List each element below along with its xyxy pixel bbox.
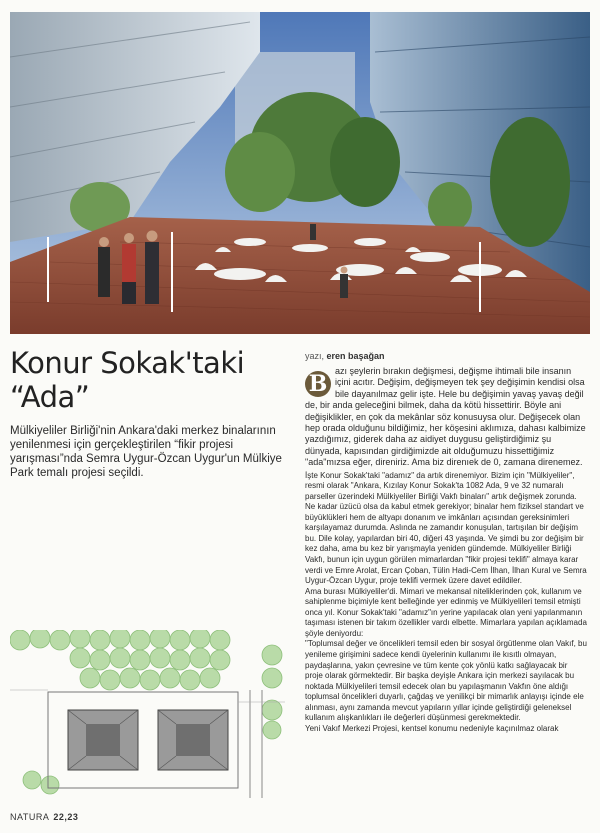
headline-line-1: Konur Sokak'taki <box>10 346 245 380</box>
hero-rendering <box>10 12 590 334</box>
page-folio <box>10 812 78 822</box>
site-plan-drawing <box>10 630 285 798</box>
body-paragraph: Yeni Vakıf Merkezi Projesi, kentsel konumu nedeniyle kaçınılmaz olarak <box>305 723 559 733</box>
article-lead: Mülkiyeliler Birliği'nin Ankara'daki merkez binalarının yenilenmesi için gerçekleştirilen “fikir projesi yarışması”nda Semra Uygur-Özcan Uygur'un Mülkiye Park temalı projesi seçildi. <box>10 425 282 479</box>
drop-cap: B <box>305 371 331 397</box>
magazine-name: NATURA <box>10 812 50 822</box>
byline-label: yazı, <box>305 351 325 361</box>
body-paragraph: İşte Konur Sokak'taki "adamız" da artık direnemiyor. Bizim için "Mülkiyeliler", resmi olarak "Ankara, Kızılay Konur Sokak'ta 1082 Ada, 9 ve 32 numaralı parseller üzerindeki Mülkiyeliler Birliği Vakfı binaları" artık değişmek zorunda. Ne kadar üzücü olsa da kabul etmek gerekiyor; binalar hem fiziksel standart ve büyüklükleri hem de altyapı donanım ve imkânları açısından gereksinimleri karşılayamaz durumda. Aslında ne zamandır konuşulan, tartışılan bir değişim bu. Dile kolay, yapılardan biri 40, diğeri 43 yaşında. Ve şimdi bu zor değişim bir kez daha, ama bu kez bir yarışmayla yeniden gündemde. Mülkiyeliler Birliği Vakfı, bunun için uygun görülen mimarlardan "fikir projesi teklifi" almaya karar verdi ve Emre Arolat, Ercan Çoban, Tülin Hadi-Cem İlhan, İlhan Kural ve Semra Uygur-Özcan Uygur, proje teklifi vermek üzere davet edildiler. <box>305 470 587 586</box>
headline-line-2: “Ada” <box>10 380 90 414</box>
body-paragraph: "Toplumsal değer ve öncelikleri temsil eden bir sosyal örgütlenme olan Vakıf, bu yenileme girişimini sadece kendi üyelerinin kullanımı ile kısıtlı olmayan, paydaşlarına, yakın çevresine ve tüm kente çok yönlü katkı sağlayacak bir proje olarak görmektedir. Bir başka deyişle Ankara için merkezi sayılacak bu noktada Mülkiyelileri temsil edecek olan bu yapılaşmanın Vakfın öne aldığı toplumsal öncelikleri duyarlı, çağdaş ve yenilikçi bir mimarlık anlayışı içinde ele alınması, aynı zamanda mevcut yapıların yıllar içinde geliştirdiği geleneksel kullanım alışkanlıkları ile değerleri düşünmesi gerekmektedir. <box>305 639 587 723</box>
article-headline <box>10 346 275 414</box>
body-paragraph: Ama burası Mülkiyeliler'di. Mimari ve mekansal niteliklerinden çok, kullanım ve sahiplenme biçimiyle kent belleğinde yer edinmiş ve Mülkiyelileri temsil etmişti onca yıl. Konur Sokak'taki "adamız"ın yerine yapılacak olan yeni yapılanmanın taşıması istenen bir takım özellikler vardı elbette. Mimarlara yapılan açıklamada şöyle deniyordu: <box>305 586 587 638</box>
byline-author: eren başağan <box>326 351 385 361</box>
article-body <box>305 366 587 734</box>
page-numbers: 22,23 <box>53 812 79 822</box>
body-paragraph <box>305 366 587 469</box>
body-paragraph-text: azı şeylerin bırakın değişmesi, değişme ihtimali bile insanın içini acıtır. Değişim, değişmeyen tek şey değişimin kendisi olsa bile dayanılmaz gelir işte. Hele bu değişimin yavaş yavaş değil de, bir anda geleceğini bilmek, daha da kötü hissettirir. Böyle ani değişiklikler, en çok da mekânlar söz konusuysa olur. Değişecek olan hep orada olduğunu bildiğimiz, her köşesini aklımıza, dahası kalbimize yazdığımız, giderek daha az aidiyet duygusu geliştirdiğimiz şu dünyada, kapısından girdiğimizde ait olduğumuzu hissettiğimiz "ada"mızsa eğer, direniriz. Ama biz direnıek de 0, zamana direnemez. <box>305 366 586 468</box>
byline <box>305 351 385 361</box>
